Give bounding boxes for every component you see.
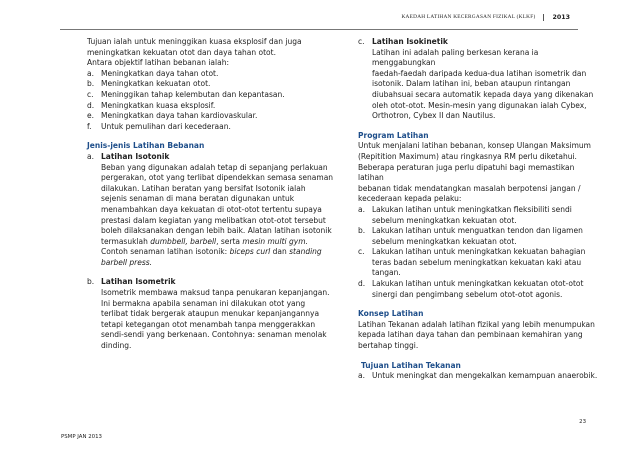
objectives-title: Antara objektif latihan bebanan ialah: bbox=[87, 58, 229, 68]
objective-text: Meningkatkan daya tahan kardiovaskular. bbox=[101, 111, 258, 121]
program-line: kecederaan kepada pelaku: bbox=[358, 194, 462, 204]
isotonik-line: prestasi dalam kegiatan yang melibatkan otot-otot tersebut bbox=[101, 215, 326, 225]
konsep-line: kepada latihan daya tahan dan pembinaan kemahiran yang bbox=[358, 330, 583, 340]
list-marker: a. bbox=[87, 68, 94, 78]
isokinetik-title: Latihan Isokinetik bbox=[372, 37, 448, 46]
list-marker: c. bbox=[358, 247, 365, 257]
rule-line: sebelum meningkatkan kekuatan otot. bbox=[372, 215, 517, 225]
intro-line: Tujuan ialah untuk meninggikan kuasa eksplosif dan juga bbox=[87, 37, 302, 46]
objective-text: Meningkatkan kuasa eksplosif. bbox=[101, 100, 216, 110]
objective-text: Meningkatkan daya tahan otot. bbox=[101, 68, 219, 78]
isotonik-title: Latihan Isotonik bbox=[101, 151, 170, 161]
isotonik-line: sejenis senaman di mana beratan digunakan untuk bbox=[101, 194, 295, 204]
isotonik-line: barbell press. bbox=[101, 257, 153, 267]
isokinetik-line: isotonik. Dalam latihan ini, beban ataupun rintangan bbox=[372, 79, 571, 89]
rule-item bbox=[358, 226, 598, 247]
rule-line: tangan. bbox=[372, 268, 401, 278]
list-marker: c. bbox=[87, 89, 94, 99]
isometrik-line: terlibat tidak bergerak ataupun menukar kepanjangannya bbox=[101, 309, 320, 319]
program-line: (Repitition Maximum) atau ringkasnya RM perlu diketahui. bbox=[358, 151, 577, 161]
list-marker: d. bbox=[358, 279, 366, 289]
rule-line: Lakukan latihan untuk menguatkan tendon dan ligamen bbox=[372, 226, 583, 236]
isokinetik-line: faedah-faedah daripada kedua-dua latihan isometrik dan bbox=[372, 68, 587, 78]
header-year: 2013 bbox=[543, 14, 570, 21]
rule-item bbox=[358, 247, 598, 279]
isokinetik-line: diubahsuai secara automatik kepada daya yang dikenakan bbox=[372, 89, 594, 99]
rule-line: sinergi dan pengimbang sebelum otot-otot agonis. bbox=[372, 289, 563, 299]
objective-text: Untuk pemulihan dari kecederaan. bbox=[101, 121, 231, 131]
rule-item bbox=[358, 205, 598, 226]
list-marker: b. bbox=[358, 226, 366, 236]
objective-item bbox=[87, 101, 345, 112]
tujuan-text: Untuk meningkat dan mengekalkan kemampuan anaerobik. bbox=[372, 371, 598, 381]
header-title: KAEDAH LATIHAN KECERGASAN FIZIKAL (KLKF) bbox=[401, 14, 536, 20]
intro-line: meningkatkan kekuatan otot dan daya tahan otot. bbox=[87, 47, 276, 57]
rule-line: Lakukan latihan untuk meningkatkan fleksibiliti sendi bbox=[372, 204, 572, 214]
header-divider bbox=[60, 29, 578, 30]
isometrik-text bbox=[87, 288, 345, 352]
section-heading-program: Program Latihan bbox=[358, 130, 429, 140]
rule-item bbox=[358, 279, 598, 300]
objective-item bbox=[87, 79, 345, 90]
isometrik-line: Ini bermakna apabila senaman ini dilakukan otot yang bbox=[101, 298, 306, 308]
section-heading-tujuan: Tujuan Latihan Tekanan bbox=[361, 360, 461, 370]
program-line: bebanan tidak mendatangkan masalah berpotensi jangan / bbox=[358, 183, 581, 193]
objective-text: Meningkatkan kekuatan otot. bbox=[101, 79, 211, 89]
isometrik-item bbox=[87, 277, 345, 288]
isokinetik-item bbox=[358, 37, 598, 48]
objective-item bbox=[87, 69, 345, 80]
rule-text bbox=[372, 226, 583, 247]
rule-line: teras badan sebelum meningkatkan kekuatan kaki atau bbox=[372, 257, 582, 267]
isotonik-item bbox=[87, 152, 345, 163]
isometrik-title: Latihan Isometrik bbox=[101, 277, 176, 287]
isotonik-line: dilakukan. Latihan beratan yang bersifat Isotonik ialah bbox=[101, 183, 306, 193]
isotonik-line: Beban yang digunakan adalah tetap di sepanjang perlakuan bbox=[101, 162, 328, 172]
list-marker: f. bbox=[87, 121, 92, 131]
list-marker: c. bbox=[358, 37, 365, 46]
footer-text: PSMP JAN 2013 bbox=[61, 434, 102, 440]
list-marker: a. bbox=[87, 151, 94, 161]
page-header bbox=[401, 10, 570, 24]
rule-line: sebelum meningkatkan kekuatan otot. bbox=[372, 236, 517, 246]
page-number: 23 bbox=[579, 419, 586, 425]
objectives-list bbox=[87, 69, 345, 133]
list-marker: b. bbox=[87, 79, 95, 89]
rule-line: Lakukan latihan untuk meningkatkan kekuatan bahagian bbox=[372, 247, 586, 257]
program-line: Beberapa peraturan juga perlu dipatuhi bagi memastikan latihan bbox=[358, 162, 575, 183]
section-heading-types: Jenis-jenis Latihan Bebanan bbox=[87, 141, 205, 151]
isotonik-line: boleh dilaksanakan dengan lebih baik. Alatan latihan isotonik bbox=[101, 226, 332, 236]
isokinetik-line: Orthotron, Cybex II dan Nautilus. bbox=[372, 111, 496, 121]
isotonik-line: termasuklah dumbbell, barbell, serta mesin multi gym. bbox=[101, 236, 308, 246]
section-heading-konsep: Konsep Latihan bbox=[358, 309, 424, 319]
konsep-line: bertahap tinggi. bbox=[358, 341, 419, 351]
list-marker: a. bbox=[358, 371, 365, 381]
konsep-text bbox=[358, 320, 598, 352]
isometrik-line: Isometrik membawa maksud tanpa penukaran kepanjangan. bbox=[101, 288, 330, 298]
isometrik-line: tetapi ketegangan otot menambah tanpa menggerakkan bbox=[101, 319, 316, 329]
isometrik-line: dinding. bbox=[101, 341, 132, 351]
isotonik-line: menambahkan daya kekuatan di otot-otot tertentu supaya bbox=[101, 204, 322, 214]
isokinetik-text bbox=[358, 48, 598, 122]
program-line: Untuk menjalani latihan bebanan, konsep Ulangan Maksimum bbox=[358, 141, 591, 151]
list-marker: d. bbox=[87, 100, 95, 110]
list-marker: a. bbox=[358, 204, 365, 214]
list-marker: b. bbox=[87, 277, 95, 287]
isotonik-line: pergerakan, otot yang terlibat dipendekkan semasa senaman bbox=[101, 173, 334, 183]
rule-text bbox=[372, 205, 572, 226]
objective-item bbox=[87, 90, 345, 101]
left-column bbox=[87, 37, 345, 352]
objective-item bbox=[87, 122, 345, 133]
isokinetik-line: oleh otot-otot. Mesin-mesin yang digunakan ialah Cybex, bbox=[372, 100, 587, 110]
rule-line: Lakukan latihan untuk meningkatkan kekuatan otot-otot bbox=[372, 279, 584, 289]
rule-text bbox=[372, 247, 585, 279]
konsep-line: Latihan Tekanan adalah latihan fizikal yang lebih menumpukan bbox=[358, 319, 595, 329]
objective-item bbox=[87, 111, 345, 122]
tujuan-item bbox=[358, 371, 598, 382]
rules-list bbox=[358, 205, 598, 300]
isometrik-line: sendi-sendi yang berkenaan. Contohnya: senaman menolak bbox=[101, 330, 327, 340]
objective-text: Meninggikan tahap kelembutan dan kepantasan. bbox=[101, 89, 285, 99]
program-text bbox=[358, 141, 598, 205]
right-column bbox=[358, 37, 598, 382]
isokinetik-line: Latihan ini adalah paling berkesan kerana ia menggabungkan bbox=[372, 47, 539, 68]
rule-text bbox=[372, 279, 583, 300]
isotonik-line: Contoh senaman latihan isotonik: biceps curl dan standing bbox=[101, 247, 322, 257]
isotonik-text bbox=[87, 163, 345, 237]
list-marker: e. bbox=[87, 111, 94, 121]
